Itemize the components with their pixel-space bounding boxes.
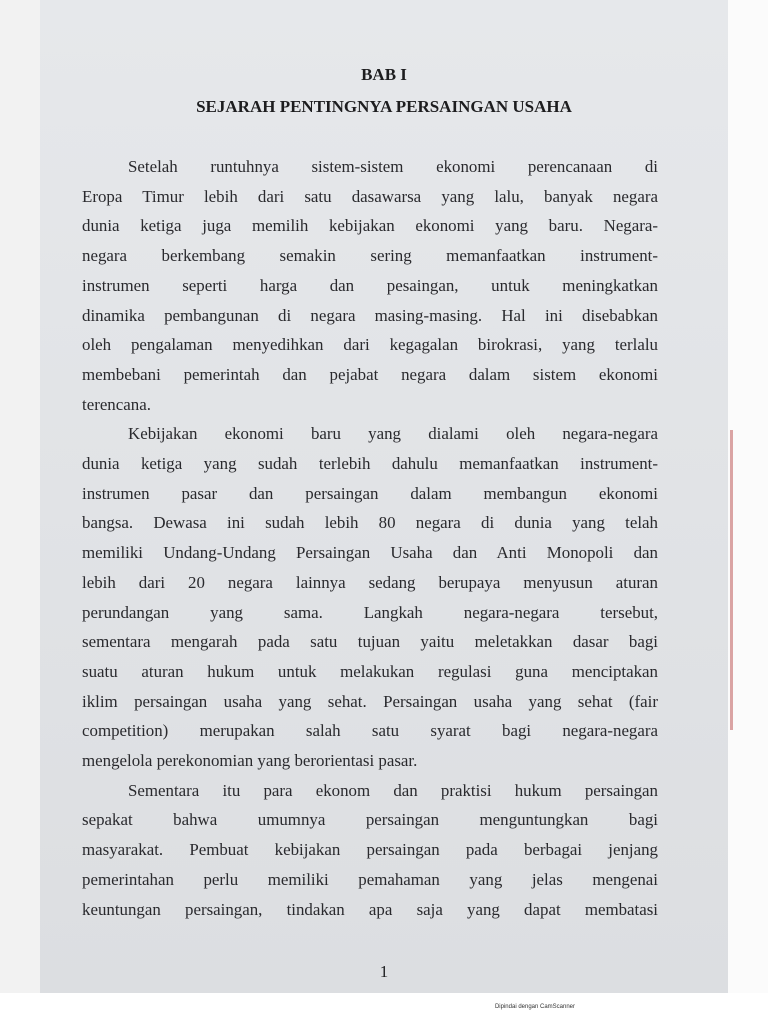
paragraph-line: negara berkembang semakin sering memanfaatkan instrument-: [82, 246, 658, 266]
paragraph-line: sepakat bahwa umumnya persaingan menguntungkan bagi: [82, 810, 658, 830]
paragraph-line: instrumen pasar dan persaingan dalam membangun ekonomi: [82, 483, 658, 503]
scan-left-margin: [0, 0, 40, 993]
scanner-caption: Dipindai dengan CamScanner: [494, 1004, 576, 1010]
paragraph-line: Eropa Timur lebih dari satu dasawarsa yang lalu, banyak negara: [82, 186, 658, 206]
paragraph-line: mengelola perekonomian yang berorientasi pasar.: [82, 751, 418, 771]
chapter-title: SEJARAH PENTINGNYA PERSAINGAN USAHA: [196, 97, 572, 116]
chapter-heading: BAB I: [361, 65, 407, 84]
paragraph-line: lebih dari 20 negara lainnya sedang berupaya menyusun aturan: [82, 572, 658, 592]
paragraph-line: terencana.: [82, 394, 151, 414]
paragraph-line: dinamika pembangunan di negara masing-masing. Hal ini disebabkan: [82, 305, 658, 325]
book-page: [40, 0, 728, 993]
paragraph-line: dunia ketiga yang sudah terlebih dahulu memanfaatkan instrument-: [82, 454, 658, 474]
paragraph-line: keuntungan persaingan, tindakan apa saja yang dapat membatasi: [82, 899, 658, 919]
paragraph-line: Kebijakan ekonomi baru yang dialami oleh negara-negara: [128, 424, 658, 444]
paragraph-line: dunia ketiga juga memilih kebijakan ekonomi yang baru. Negara-: [82, 216, 658, 236]
paragraph-line: iklim persaingan usaha yang sehat. Persaingan usaha yang sehat (fair: [82, 691, 658, 711]
paragraph-line: bangsa. Dewasa ini sudah lebih 80 negara di dunia yang telah: [82, 513, 658, 533]
body-text: [82, 152, 658, 924]
paragraph-line: memiliki Undang-Undang Persaingan Usaha dan Anti Monopoli dan: [82, 543, 658, 563]
paragraph-line: pemerintahan perlu memiliki pemahaman yang jelas mengenai: [82, 869, 658, 889]
paragraph-line: competition) merupakan salah satu syarat bagi negara-negara: [82, 721, 658, 741]
book-edge-stripe: [730, 430, 733, 730]
paragraph-line: Sementara itu para ekonom dan praktisi hukum persaingan: [128, 780, 658, 800]
paragraph-line: Setelah runtuhnya sistem-sistem ekonomi perencanaan di: [128, 157, 658, 176]
paragraph-line: oleh pengalaman menyedihkan dari kegagalan birokrasi, yang terlalu: [82, 335, 658, 355]
scan-right-margin: [728, 0, 768, 993]
paragraph-line: perundangan yang sama. Langkah negara-negara tersebut,: [82, 602, 658, 622]
paragraph-line: masyarakat. Pembuat kebijakan persaingan pada berbagai jenjang: [82, 840, 658, 860]
paragraph-line: instrumen seperti harga dan pesaingan, untuk meningkatkan: [82, 275, 658, 295]
paragraph-line: sementara mengarah pada satu tujuan yaitu meletakkan dasar bagi: [82, 632, 658, 652]
paragraph-line: membebani pemerintah dan pejabat negara dalam sistem ekonomi: [82, 364, 658, 384]
page-number: 1: [379, 962, 389, 981]
paragraph-line: suatu aturan hukum untuk melakukan regulasi guna menciptakan: [82, 661, 658, 681]
